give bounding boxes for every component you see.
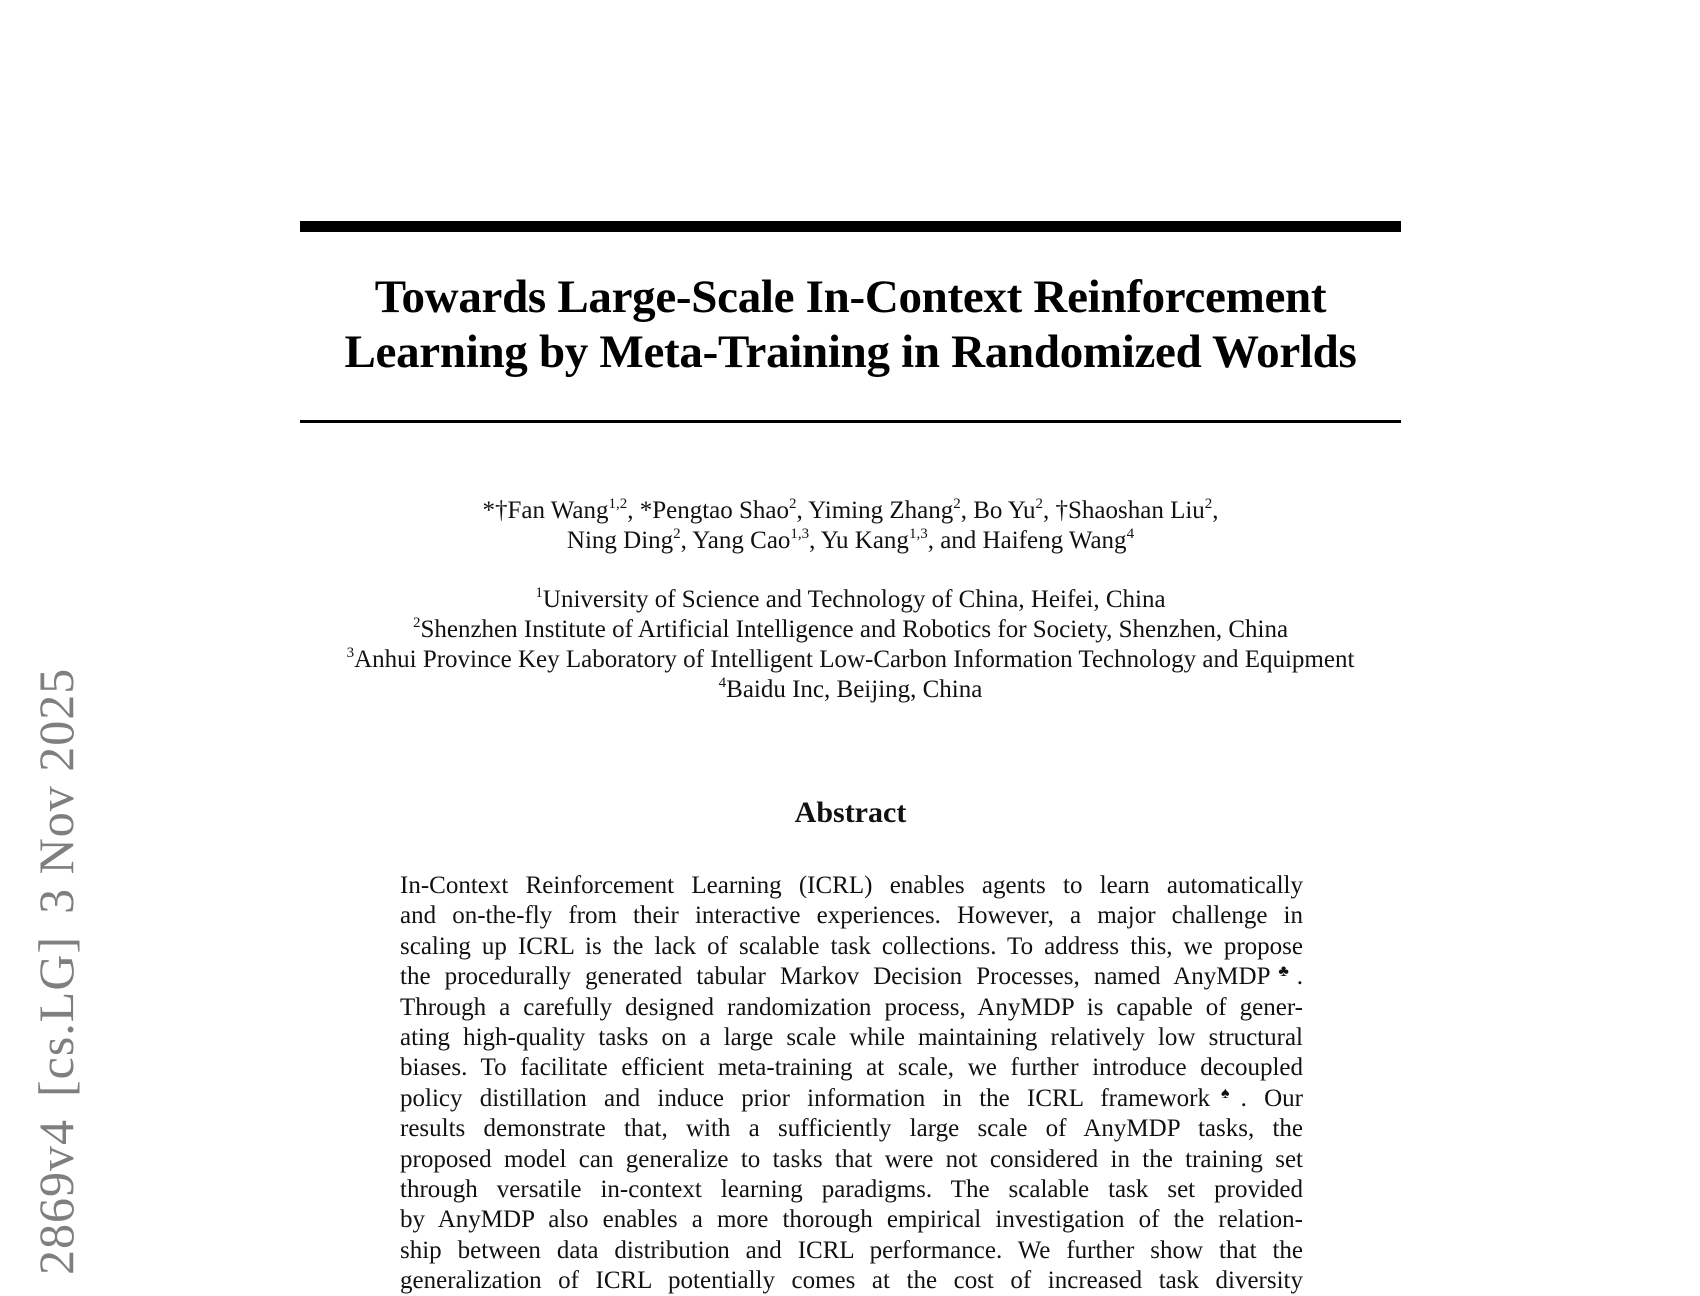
affiliation-3: $^3$Anhui Province Key Laboratory of Intelligent Low-Carbon Information Technology and Equipment	[346, 645, 1355, 673]
author: Yiming Zhang$^2$	[808, 496, 961, 524]
abstract-line: and on-the-fly from their interactive experiences. However, a major challenge in	[400, 902, 1303, 930]
title-bottom-rule	[300, 420, 1401, 423]
affiliation-2: $^2$Shenzhen Institute of Artificial Intelligence and Robotics for Society, Shenzhen, China	[412, 615, 1289, 643]
author: Yang Cao$^{1,3}$	[692, 526, 810, 554]
abstract-line: generalization of ICRL potentially comes at the cost of increased task diversity	[400, 1267, 1303, 1295]
abstract-line: Through a carefully designed randomization process, AnyMDP is capable of gener-	[400, 993, 1303, 1021]
abstract-line: proposed model can generalize to tasks that were not considered in the training set	[400, 1145, 1303, 1173]
abstract-line: ating high-quality tasks on a large scale while maintaining relatively low structural	[400, 1023, 1303, 1051]
title-top-rule	[300, 221, 1401, 232]
title-line-1: Towards Large-Scale In-Context Reinforcement	[374, 271, 1327, 323]
abstract-line: In-Context Reinforcement Learning (ICRL) enables agents to learn automatically	[400, 872, 1303, 899]
arxiv-date: 3 Nov 2025	[28, 667, 84, 914]
author-line-2: Ning Ding$^2$, Yang Cao$^{1,3}$, Yu Kang$^{1,3}$, and Haifeng Wang$^4$	[566, 526, 1135, 554]
abstract-heading: Abstract	[794, 796, 907, 829]
abstract-line: through versatile in-context learning paradigms. The scalable task set provided	[400, 1175, 1303, 1203]
paper-title	[300, 270, 1401, 380]
abstract-line: results demonstrate that, with a sufficiently large scale of AnyMDP tasks, the	[400, 1115, 1303, 1143]
author: *Pengtao Shao$^2$	[639, 496, 797, 524]
author: Ning Ding$^2$	[566, 526, 681, 554]
abstract-line: ship between data distribution and ICRL performance. We further show that the	[400, 1236, 1303, 1264]
abstract-line: by AnyMDP also enables a more thorough empirical investigation of the relation-	[400, 1206, 1303, 1234]
abstract-line: policy distillation and induce prior information in the ICRL framework♠. Our	[400, 1084, 1304, 1112]
abstract-line: biases. To facilitate efficient meta-training at scale, we further introduce decoupled	[400, 1054, 1303, 1082]
author: Bo Yu$^2$	[973, 496, 1043, 524]
abstract-line: scaling up ICRL is the lack of scalable task collections. To address this, we propose	[400, 932, 1303, 960]
author-line-1: *†Fan Wang$^{1,2}$, *Pengtao Shao$^2$, Yiming Zhang$^2$, Bo Yu$^2$, †Shaoshan Liu$^2$,	[482, 496, 1219, 524]
author: Haifeng Wang$^4$	[982, 526, 1135, 554]
affiliation-4: $^4$Baidu Inc, Beijing, China	[718, 675, 983, 703]
abstract-body	[400, 871, 1303, 1296]
club-icon: ♣	[1270, 963, 1297, 981]
abstract-line: the procedurally generated tabular Markov Decision Processes, named AnyMDP♣.	[400, 963, 1303, 991]
author: *†Fan Wang$^{1,2}$	[482, 496, 628, 524]
author-list	[300, 496, 1401, 556]
title-line-2: Learning by Meta-Training in Randomized Worlds	[344, 326, 1357, 378]
spade-icon: ♠	[1210, 1084, 1241, 1102]
affiliation-1: $^1$University of Science and Technology of China, Heifei, China	[535, 585, 1166, 613]
arxiv-id: 2869v4	[28, 1119, 84, 1275]
author: Yu Kang$^{1,3}$	[820, 526, 928, 554]
arxiv-identifier-stamp	[28, 646, 84, 1275]
author: †Shaoshan Liu$^2$	[1055, 496, 1213, 524]
arxiv-category: [cs.LG]	[28, 935, 84, 1097]
affiliation-list	[300, 585, 1401, 705]
